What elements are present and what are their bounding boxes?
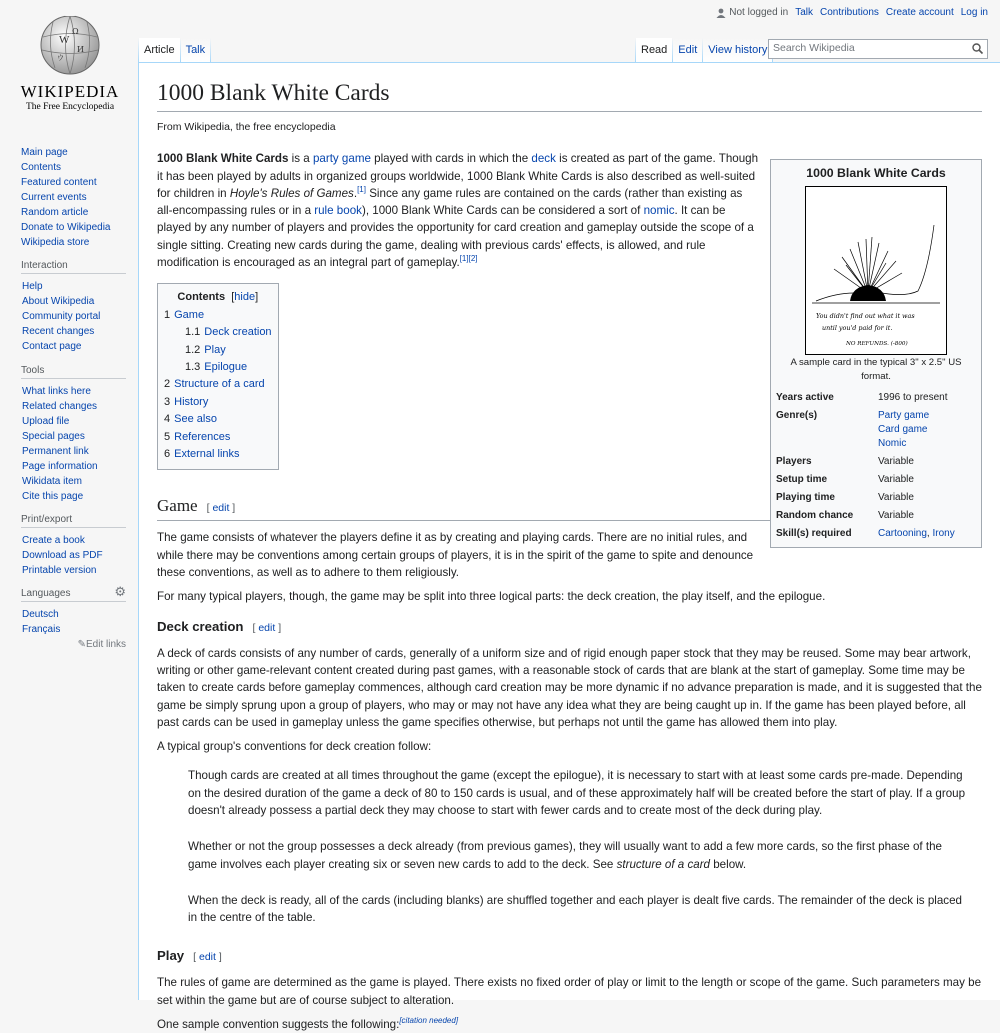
edit-links-label[interactable]: Edit links [85,639,126,650]
paragraph: A typical group's conventions for deck creation follow: [157,740,432,754]
personal-contributions-link[interactable]: Contributions [820,7,879,18]
edit-section-link[interactable]: edit [258,621,276,634]
sidebar-item-special-pages[interactable]: Special pages [22,431,85,442]
not-logged-in [716,7,788,18]
search-icon[interactable] [972,43,983,54]
wikipedia-globe-icon [39,10,101,80]
sidebar-item-current-events[interactable]: Current events [21,192,87,203]
sidebar-item-cite-page[interactable]: Cite this page [22,491,84,502]
page-title: 1000 Blank White Cards [157,79,982,112]
infobox-label: Random chance [776,510,854,522]
paragraph: A deck of cards consists of any number of cards, generally of a uniform size and of rigid enough paper stock that they may be reused. Some may bear artwork, writing or other game-relevant content created during past games, with a reasonable stock of cards that are blank at the start of gameplay. Some time may be taken to create cards before gameplay commences, although card creation may be more dynamic if no advance preparation is made, and it is suggested that the game be simply sprung upon a group of players, who may or may not have any idea what they are being caught up in. If the game has been played before, all past cards can be used in gameplay unless the game specifies otherwise, but perhaps not until the game has allowed them into play. [157,646,982,729]
sidebar-item-printable-version[interactable]: Printable version [22,565,97,576]
tab-talk[interactable]: Talk [181,38,211,62]
infobox-row [776,453,976,471]
toc-hide-toggle[interactable]: hide [234,291,256,304]
sidebar-item-wikidata-item[interactable]: Wikidata item [22,476,83,487]
view-tabs [635,38,773,62]
namespace-tabs [138,38,211,62]
languages-heading-label: Languages [21,588,71,599]
infobox-label: Playing time [776,492,835,504]
sidebar-heading-tools: Tools [21,365,126,379]
edit-links[interactable] [21,639,126,650]
sidebar-item-community-portal[interactable]: Community portal [22,311,101,322]
ref-link[interactable]: [2] [468,254,478,264]
sidebar-item-page-information[interactable]: Page information [22,461,98,472]
infobox-label: Players [776,456,812,468]
log-in-link[interactable]: Log in [960,7,988,18]
sidebar-item-random-article[interactable]: Random article [21,207,89,218]
paragraph: The game consists of whatever the players define it as by creating and playing cards. There are no initial rules, and while there may be conventions among certain groups of players, it is in the spirit of the game to spite and denounce these conventions, as well as to adhere to them religiously. [157,531,754,580]
paragraph: The rules of game are determined as the game is played. There exists no fixed order of play or limit to the length or scope of the game. Such parameters may be set within the game but are of course subject to alteration. [157,976,982,1007]
sidebar-item-recent-changes[interactable]: Recent changes [22,326,95,337]
ref-link[interactable]: [1] [357,185,366,195]
toc-item[interactable]: 5 References [164,430,231,443]
sidebar-item-permanent-link[interactable]: Permanent link [22,446,89,457]
toc-item[interactable]: 4 See also [164,413,217,426]
toc-item[interactable]: 2 Structure of a card [164,378,265,391]
infobox-row [776,389,976,407]
svg-text:И: И [77,45,84,54]
infobox [770,159,982,548]
infobox-label: Skill(s) required [776,528,852,540]
toc-item[interactable]: 6 External links [164,448,240,461]
infobox-value: Variable [878,474,914,486]
wikipedia-logo[interactable] [20,10,120,125]
sidebar-heading-languages [21,584,126,602]
section-heading-game: Game [ edit ] [157,494,982,521]
ref-link[interactable]: [1] [459,254,469,264]
card-text-line-3: NO REFUNDS. (-800) [846,341,908,348]
infobox-row [776,489,976,507]
infobox-row [776,407,976,453]
link-party-game[interactable]: party game [312,152,371,166]
svg-text:ウ: ウ [57,54,64,62]
toc-heading: Contents [177,291,226,304]
infobox-value [878,407,976,453]
gear-icon[interactable]: ⚙ [114,584,126,599]
toc-item[interactable]: 1.2 Play [185,343,226,356]
sidebar-item-help[interactable]: Help [22,281,43,292]
tab-read[interactable]: Read [636,38,672,62]
infobox-table [776,389,976,543]
sample-card-image[interactable] [805,186,947,355]
infobox-value: 1996 to present [878,392,948,404]
toc-item[interactable]: 3 History [164,395,209,408]
infobox-value [878,525,976,543]
toc-link-history[interactable]: History [174,395,209,408]
sidebar-heading-interaction: Interaction [21,260,126,274]
infobox-label: Genre(s) [776,410,818,422]
conventions-blockquote [188,767,972,926]
infobox-label: Setup time [776,474,828,486]
sidebar-languages [21,584,126,650]
paragraph: One sample convention suggests the following:[citation needed] [157,1016,459,1032]
sidebar-item-store[interactable]: Wikipedia store [21,237,90,248]
infobox-label: Years active [776,392,834,404]
section-heading-deck-creation: Deck creation [ edit ] [157,618,282,634]
link-deck[interactable]: deck [531,152,556,166]
infobox-caption: A sample card in the typical 3" x 2.5" US format. [790,357,962,383]
personal-talk-link[interactable]: Talk [795,7,813,18]
sidebar-item-upload-file[interactable]: Upload file [22,416,70,427]
sidebar-item-lang-deutsch[interactable]: Deutsch [22,609,59,620]
toc-link-deck-creation[interactable]: Deck creation [204,326,272,339]
skill-separator: , [926,528,933,540]
card-text-line-2: until you'd paid for it. [822,324,893,333]
sidebar-item-contents[interactable]: Contents [21,162,62,173]
sidebar-item-create-book[interactable]: Create a book [22,535,85,546]
sidebar-item-featured-content[interactable]: Featured content [21,177,97,188]
logo-wordmark: WIKIPEDIA [20,82,120,101]
genre-link-party-game[interactable]: Party game [878,410,930,422]
paragraph: For many typical players, though, the game may be split into three logical parts: the deck creation, the play itself, and the epilogue. [157,590,826,604]
article-content [138,62,1000,1032]
infobox-row [776,471,976,489]
hoyle-title: Hoyle's Rules of Games [229,186,354,200]
logo-tagline: The Free Encyclopedia [25,102,115,112]
section-heading-play: Play [ edit ] [157,948,222,964]
toc-item[interactable]: 1 Game 1.1 Deck creation 1.2 Play 1.3 Epilogue [164,307,272,377]
toc-link-references[interactable]: References [174,430,231,443]
sidebar-interaction [21,260,126,354]
toc-item[interactable]: 1.3 Epilogue [185,361,248,373]
lead-paragraph: 1000 Blank White Cards is a party game played with cards in which the deck is created as part of the game. Though it has been played by adults in organized groups worldwide, 1000 Blank White Cards is also described as well-suited for children in Hoyle's Rules of Games.[1] Since any game rules are contained on the cards (rather than existing as all-encompassing rules or in a rule book), 1000 Blank White Cards can be considered a sort of nomic. It can be played by any number of players and provides the opportunity for card creation and gameplay outside the scope of a single sitting. Creating new cards during the game, dealing with previous cards' effects, is allowed, and rule modification is encouraged as an integral part of gameplay.[1][2] [157,152,759,270]
sample-card-drawing [806,187,946,354]
toc-link-epilogue[interactable]: Epilogue [204,361,248,373]
user-icon [716,8,726,18]
sidebar-item-about[interactable]: About Wikipedia [22,296,95,307]
sidebar-print-export [21,514,126,578]
create-account-link[interactable]: Create account [885,7,954,18]
infobox-row [776,525,976,543]
card-text-line-1: You didn't find out what it was [816,312,915,321]
search-input[interactable] [768,39,988,59]
toc-title: Contents [hide] [177,291,259,304]
sidebar-navigation [21,145,126,250]
infobox-row [776,507,976,525]
sidebar-tools [21,365,126,504]
edit-section-link[interactable]: edit [212,502,230,515]
skill-link-irony[interactable]: Irony [932,528,955,540]
lead-bold-title: 1000 Blank White Cards [157,152,289,166]
toc-item[interactable]: 1.1 Deck creation [185,326,272,339]
sidebar-item-lang-francais[interactable]: Français [22,624,61,635]
sidebar-item-main-page[interactable]: Main page [21,147,68,158]
infobox-value: Variable [878,492,914,504]
table-of-contents [157,283,279,470]
svg-text:Ω: Ω [72,27,79,36]
quote-paragraph: Whether or not the group possesses a deck already (from previous games), they will usually want to add a few more cards, so the first phase of the game involves each player creating six or seven new cards to add to the deck. See structure of a card below. [188,840,942,871]
sidebar-item-what-links-here[interactable]: What links here [22,386,91,397]
tab-view-history[interactable]: View history [703,38,772,62]
heading-play-label: Play [157,948,185,964]
link-rule-book[interactable]: rule book [314,204,362,218]
quote-paragraph: Though cards are created at all times throughout the game (except the epilogue), it is necessary to start with at least some cards pre-made. Depending on the desired duration of the game a deck of 80 to 150 cards is usual, and of these approximately half will be created before the start of play. If a group doesn't already possess a partial deck they may choose to start with fewer cards and to create most of the deck during play. [188,769,966,817]
toc-link-play[interactable]: Play [204,343,226,356]
genre-link-nomic[interactable]: Nomic [878,438,907,450]
heading-game-label: Game [157,496,198,516]
quote-paragraph: When the deck is ready, all of the cards (including blanks) are shuffled together and each player is dealt five cards. The remainder of the deck is placed in the centre of the table. [188,893,962,925]
toc-link-structure[interactable]: Structure of a card [174,378,265,391]
heading-deck-creation-label: Deck creation [157,618,244,634]
sidebar-item-donate[interactable]: Donate to Wikipedia [21,222,111,233]
link-nomic[interactable]: nomic [643,204,675,218]
sidebar-item-download-pdf[interactable]: Download as PDF [22,550,103,561]
edit-section-link[interactable]: edit [198,951,216,964]
skill-link-cartooning[interactable]: Cartooning [878,528,927,540]
tab-edit[interactable]: Edit [673,38,702,62]
infobox-value: Variable [878,456,914,468]
search-placeholder: Search Wikipedia [773,42,855,54]
infobox-title: 1000 Blank White Cards [806,166,946,181]
toc-link-game[interactable]: Game [174,308,205,321]
personal-tools [716,7,988,18]
pencil-icon: ✎ [77,639,86,650]
toc-link-see-also[interactable]: See also [174,413,217,426]
infobox-value: Variable [878,510,914,522]
site-subtitle: From Wikipedia, the free encyclopedia [157,121,336,133]
toc-link-external-links[interactable]: External links [174,448,240,461]
sidebar-heading-print: Print/export [21,514,126,528]
svg-text:W: W [59,34,70,46]
structure-ref: structure of a card [616,857,710,871]
not-logged-in-label: Not logged in [729,7,789,18]
genre-link-card-game[interactable]: Card game [878,424,928,436]
sidebar-item-contact[interactable]: Contact page [22,341,82,352]
sidebar-item-related-changes[interactable]: Related changes [22,401,98,412]
tab-article[interactable]: Article [139,38,180,62]
citation-needed-link[interactable]: [citation needed] [399,1016,459,1026]
